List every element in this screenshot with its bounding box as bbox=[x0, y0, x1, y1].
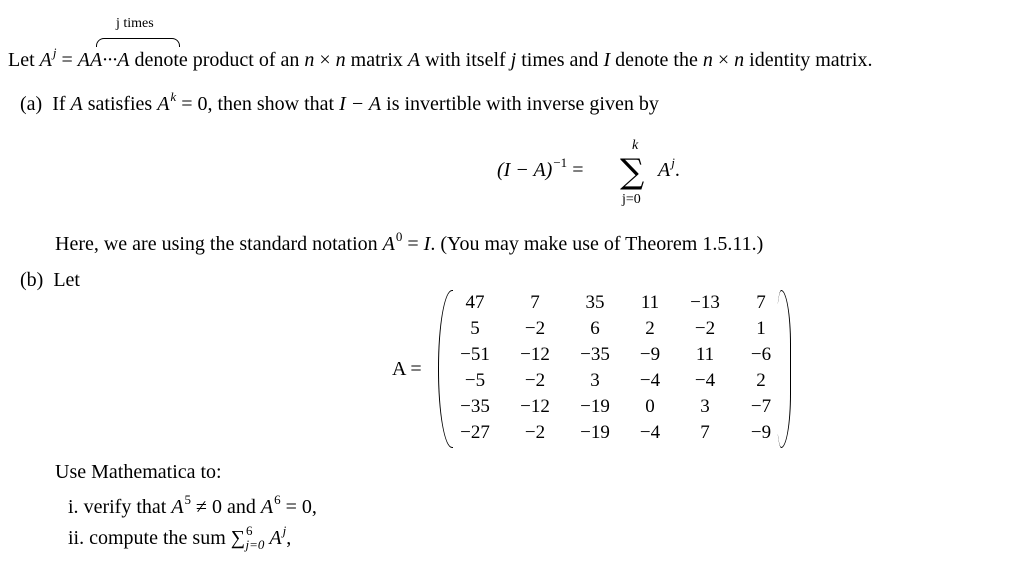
brace-label: j times bbox=[116, 16, 154, 31]
part-a-k: k bbox=[170, 89, 177, 104]
item-1 bbox=[68, 492, 317, 518]
note-I: I bbox=[423, 233, 431, 255]
note-eq: = bbox=[407, 233, 419, 255]
matrix-cell: −13 bbox=[690, 292, 720, 313]
overbrace bbox=[96, 38, 180, 47]
matrix-cell: −4 bbox=[694, 370, 716, 391]
matrix-cell: 35 bbox=[585, 292, 605, 313]
matrix-cell: 1 bbox=[756, 318, 766, 339]
intro-text1: denote product of an bbox=[134, 49, 300, 71]
note-A: A bbox=[382, 233, 395, 255]
intro-eq: = bbox=[61, 49, 73, 71]
matrix-cell: −4 bbox=[639, 422, 661, 443]
part-a-expr: I − A bbox=[339, 93, 382, 115]
formula-term-sup: j bbox=[671, 155, 675, 170]
item-2-Asup: j bbox=[282, 523, 287, 538]
note-line bbox=[55, 229, 764, 255]
matrix-cell: −6 bbox=[750, 344, 772, 365]
item-1-A6: A bbox=[260, 496, 274, 518]
part-a-A: A bbox=[70, 93, 83, 115]
matrix-cell: −9 bbox=[750, 422, 772, 443]
matrix-cell: 2 bbox=[756, 370, 766, 391]
matrix-cell: −27 bbox=[460, 422, 490, 443]
intro-line bbox=[8, 45, 873, 71]
matrix-cell: −12 bbox=[520, 344, 550, 365]
part-b-label: (b) bbox=[20, 269, 44, 291]
intro-text3: with itself bbox=[425, 49, 506, 71]
item-1-exp6: 6 bbox=[274, 492, 281, 507]
item-2-sup: 6 bbox=[246, 523, 253, 538]
part-a-text2: satisfies bbox=[87, 93, 153, 115]
matrix-cell: 47 bbox=[465, 292, 485, 313]
sum-top: k bbox=[632, 138, 639, 153]
intro-times2: × bbox=[717, 49, 730, 71]
matrix-cell: 7 bbox=[756, 292, 766, 313]
item-2-sub: j=0 bbox=[245, 537, 265, 552]
matrix-cell: −19 bbox=[580, 396, 610, 417]
matrix-cell: −12 bbox=[520, 396, 550, 417]
use-line: Use Mathematica to: bbox=[55, 461, 222, 483]
item-2-text: compute the sum bbox=[89, 527, 226, 549]
formula-term-A: A bbox=[658, 159, 671, 181]
matrix-cell: −7 bbox=[750, 396, 772, 417]
matrix-cell: −2 bbox=[524, 318, 546, 339]
intro-product: AA···A bbox=[77, 49, 130, 71]
intro-I: I bbox=[603, 49, 611, 71]
matrix-cell: 7 bbox=[530, 292, 540, 313]
part-a-Ak: A bbox=[157, 93, 170, 115]
sum-bottom: j=0 bbox=[622, 192, 641, 207]
intro-text5: denote the bbox=[615, 49, 698, 71]
formula-eq: = bbox=[572, 159, 584, 181]
matrix-cell: −35 bbox=[460, 396, 490, 417]
matrix-cell: −51 bbox=[460, 344, 490, 365]
matrix-cell: −4 bbox=[639, 370, 661, 391]
matrix-cell: −2 bbox=[524, 422, 546, 443]
intro-lhs: A bbox=[39, 49, 52, 71]
item-1-exp5: 5 bbox=[184, 492, 192, 507]
formula-lhs-text: (I − A) bbox=[497, 159, 553, 181]
matrix-cell: −19 bbox=[580, 422, 610, 443]
item-2-end: , bbox=[286, 527, 292, 549]
item-2-A: A bbox=[269, 527, 282, 549]
intro-n2: n bbox=[335, 49, 346, 71]
part-a-line bbox=[20, 89, 659, 115]
item-2-label: ii. bbox=[68, 527, 85, 549]
part-a-text1: If bbox=[52, 93, 66, 115]
matrix-cell: 7 bbox=[700, 422, 710, 443]
item-1-end: = 0, bbox=[285, 496, 317, 518]
item-1-neq: ≠ 0 and bbox=[196, 496, 256, 518]
matrix-cell: −2 bbox=[524, 370, 546, 391]
note-sup: 0 bbox=[395, 229, 403, 244]
matrix-cell: 5 bbox=[470, 318, 480, 339]
formula-term bbox=[658, 155, 680, 181]
matrix-cell: 11 bbox=[695, 344, 715, 365]
intro-text4: times and bbox=[521, 49, 599, 71]
item-2 bbox=[68, 523, 292, 552]
intro-lhs-sup: j bbox=[52, 45, 57, 60]
matrix-lhs-text: A = bbox=[392, 358, 422, 380]
intro-n3: n bbox=[702, 49, 713, 71]
part-a-text3: = 0, then show that bbox=[181, 93, 335, 115]
matrix-cell: 2 bbox=[645, 318, 655, 339]
matrix-cell: 6 bbox=[590, 318, 600, 339]
item-1-text: verify that bbox=[83, 496, 167, 518]
part-b-line bbox=[20, 270, 80, 290]
note-text1: Here, we are using the standard notation bbox=[55, 233, 378, 255]
matrix-lhs bbox=[392, 359, 422, 379]
item-1-A5: A bbox=[171, 496, 184, 518]
matrix-cell: 3 bbox=[590, 370, 600, 391]
intro-n1: n bbox=[304, 49, 315, 71]
intro-A: A bbox=[407, 49, 421, 71]
part-a-label: (a) bbox=[20, 93, 43, 115]
intro-text2: matrix bbox=[350, 49, 403, 71]
matrix-cell: −35 bbox=[580, 344, 610, 365]
part-b-let: Let bbox=[53, 269, 80, 291]
intro-let: Let bbox=[8, 49, 35, 71]
intro-j: j bbox=[510, 49, 517, 71]
matrix-cell: −9 bbox=[639, 344, 661, 365]
intro-times: × bbox=[319, 49, 331, 71]
item-1-label: i. bbox=[68, 496, 79, 518]
matrix-cell: −2 bbox=[694, 318, 716, 339]
sum-symbol: ∑ bbox=[620, 152, 645, 192]
note-text2: . (You may make use of Theorem 1.5.11.) bbox=[430, 233, 764, 255]
intro-n4: n bbox=[734, 49, 745, 71]
intro-text6: identity matrix. bbox=[749, 49, 873, 71]
matrix-cell: 3 bbox=[700, 396, 710, 417]
formula-end: . bbox=[674, 159, 680, 181]
formula-exp: −1 bbox=[553, 155, 568, 170]
item-2-sigma: ∑ bbox=[230, 527, 246, 549]
part-a-text4: is invertible with inverse given by bbox=[386, 93, 659, 115]
formula-lhs bbox=[497, 155, 584, 181]
matrix-cell: 11 bbox=[640, 292, 660, 313]
matrix-cell: −5 bbox=[464, 370, 486, 391]
matrix-cell: 0 bbox=[645, 396, 655, 417]
